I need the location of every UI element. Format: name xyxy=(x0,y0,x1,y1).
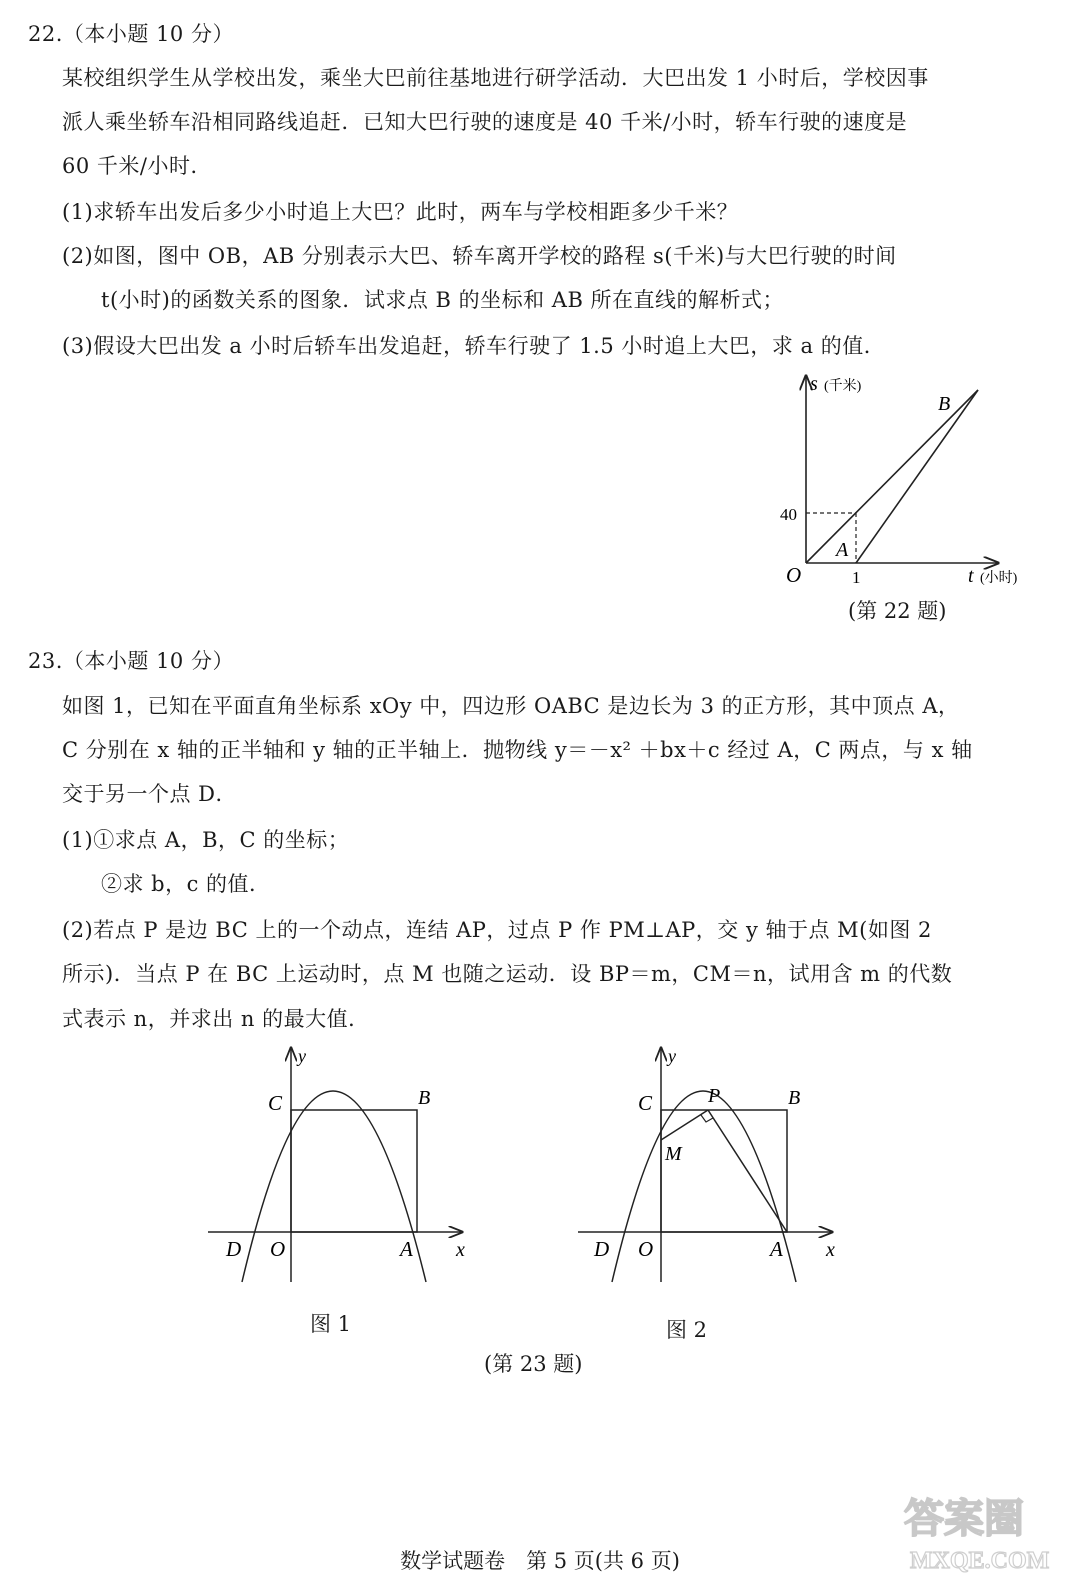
q22-caption: (第 22 题) xyxy=(848,599,947,623)
q22-intro-line-2: 派人乘坐轿车沿相同路线追赶．已知大巴行驶的速度是 40 千米/小时，轿车行驶的速度是 xyxy=(62,110,908,134)
q23-part-2-line-1: (2)若点 P 是边 BC 上的一个动点，连结 AP，过点 P 作 PM⊥AP，交 y 轴于点 M(如图 2 xyxy=(62,918,932,942)
q23-part-1-line-2: ②求 b，c 的值． xyxy=(101,872,271,896)
watermark-logo xyxy=(900,1480,1060,1580)
svg-text:答案圈: 答案圈 xyxy=(904,1496,1024,1541)
q23-intro-line-2: C 分别在 x 轴的正半轴和 y 轴的正半轴上．抛物线 y＝－x² ＋bx＋c 经过 A，C 两点，与 x 轴 xyxy=(62,738,973,762)
fig2-label-p: P xyxy=(708,1085,721,1107)
fig1-label-b: B xyxy=(418,1087,431,1109)
fig2-caption: 图 2 xyxy=(666,1318,708,1342)
q23-part-2-line-2: 所示)．当点 P 在 BC 上运动时，点 M 也随之运动．设 BP＝m，CM＝n，试用含 m 的代数 xyxy=(62,962,953,986)
fig2-label-b: B xyxy=(788,1087,801,1109)
q22-part-3: (3)假设大巴出发 a 小时后轿车出发追赶，轿车行驶了 1.5 小时追上大巴，求 a 的值． xyxy=(62,334,886,358)
q22-label-b: B xyxy=(938,393,951,415)
fig1-square-oabc xyxy=(291,1110,417,1232)
q23-intro-line-1: 如图 1，已知在平面直角坐标系 xOy 中，四边形 OABC 是边长为 3 的正方形，其中顶点 A， xyxy=(62,694,960,718)
q23-heading: 23.（本小题 10 分） xyxy=(28,649,234,673)
q22-intro-line-3: 60 千米/小时． xyxy=(62,154,212,178)
q23-caption: (第 23 题) xyxy=(484,1352,583,1376)
q22-part-2-line-2: t(小时)的函数关系的图象．试求点 B 的坐标和 AB 所在直线的解析式； xyxy=(101,288,785,312)
fig2-label-y: y xyxy=(668,1046,676,1066)
q22-x-axis-var: t xyxy=(968,565,974,587)
q22-part-2-line-1: (2)如图，图中 OB，AB 分别表示大巴、轿车离开学校的路程 s(千米)与大巴行驶的时间 xyxy=(62,244,897,268)
fig1-label-y: y xyxy=(298,1046,306,1066)
q22-part-1: (1)求轿车出发后多少小时追上大巴？此时，两车与学校相距多少千米？ xyxy=(62,200,739,224)
fig1-label-c: C xyxy=(268,1091,283,1115)
fig2-label-d: D xyxy=(594,1237,610,1261)
q22-intro-line-1: 某校组织学生从学校出发，乘坐大巴前往基地进行研学活动．大巴出发 1 小时后，学校因事 xyxy=(62,66,929,90)
q22-tick-40: 40 xyxy=(780,505,797,524)
svg-text:MXQE.COM: MXQE.COM xyxy=(910,1548,1050,1574)
q22-label-a: A xyxy=(836,539,849,561)
q22-x-axis-unit: (小时) xyxy=(980,571,1018,586)
fig2-label-c: C xyxy=(638,1091,653,1115)
q23-figure-1 xyxy=(200,1040,480,1290)
fig1-label-d: D xyxy=(226,1237,242,1261)
q23-part-2-line-3: 式表示 n，并求出 n 的最大值． xyxy=(62,1007,370,1031)
q22-origin: O xyxy=(786,563,802,587)
q22-y-axis-unit: (千米) xyxy=(824,379,862,394)
fig2-label-m: M xyxy=(665,1143,682,1165)
fig2-label-x: x xyxy=(826,1239,835,1261)
q23-figure-2 xyxy=(570,1040,850,1290)
q22-line-ab xyxy=(856,390,978,563)
fig2-segment-ap xyxy=(708,1110,787,1232)
fig2-segment-pm xyxy=(661,1110,708,1140)
fig2-label-a: A xyxy=(770,1237,783,1261)
q22-figure xyxy=(770,368,1040,598)
q22-y-axis-var: s xyxy=(810,373,818,395)
fig1-caption: 图 1 xyxy=(310,1312,352,1336)
q22-line-ob xyxy=(806,390,978,563)
fig1-label-a: A xyxy=(400,1237,413,1261)
fig1-label-o: O xyxy=(270,1237,286,1261)
page-footer: 数学试题卷 第 5 页(共 6 页) xyxy=(400,1549,680,1573)
q22-heading: 22.（本小题 10 分） xyxy=(28,22,234,46)
q22-tick-1: 1 xyxy=(852,568,861,587)
q23-part-1-line-1: (1)①求点 A，B，C 的坐标； xyxy=(62,828,350,852)
q23-intro-line-3: 交于另一个点 D． xyxy=(62,782,238,806)
fig2-label-o: O xyxy=(638,1237,654,1261)
fig1-label-x: x xyxy=(456,1239,465,1261)
